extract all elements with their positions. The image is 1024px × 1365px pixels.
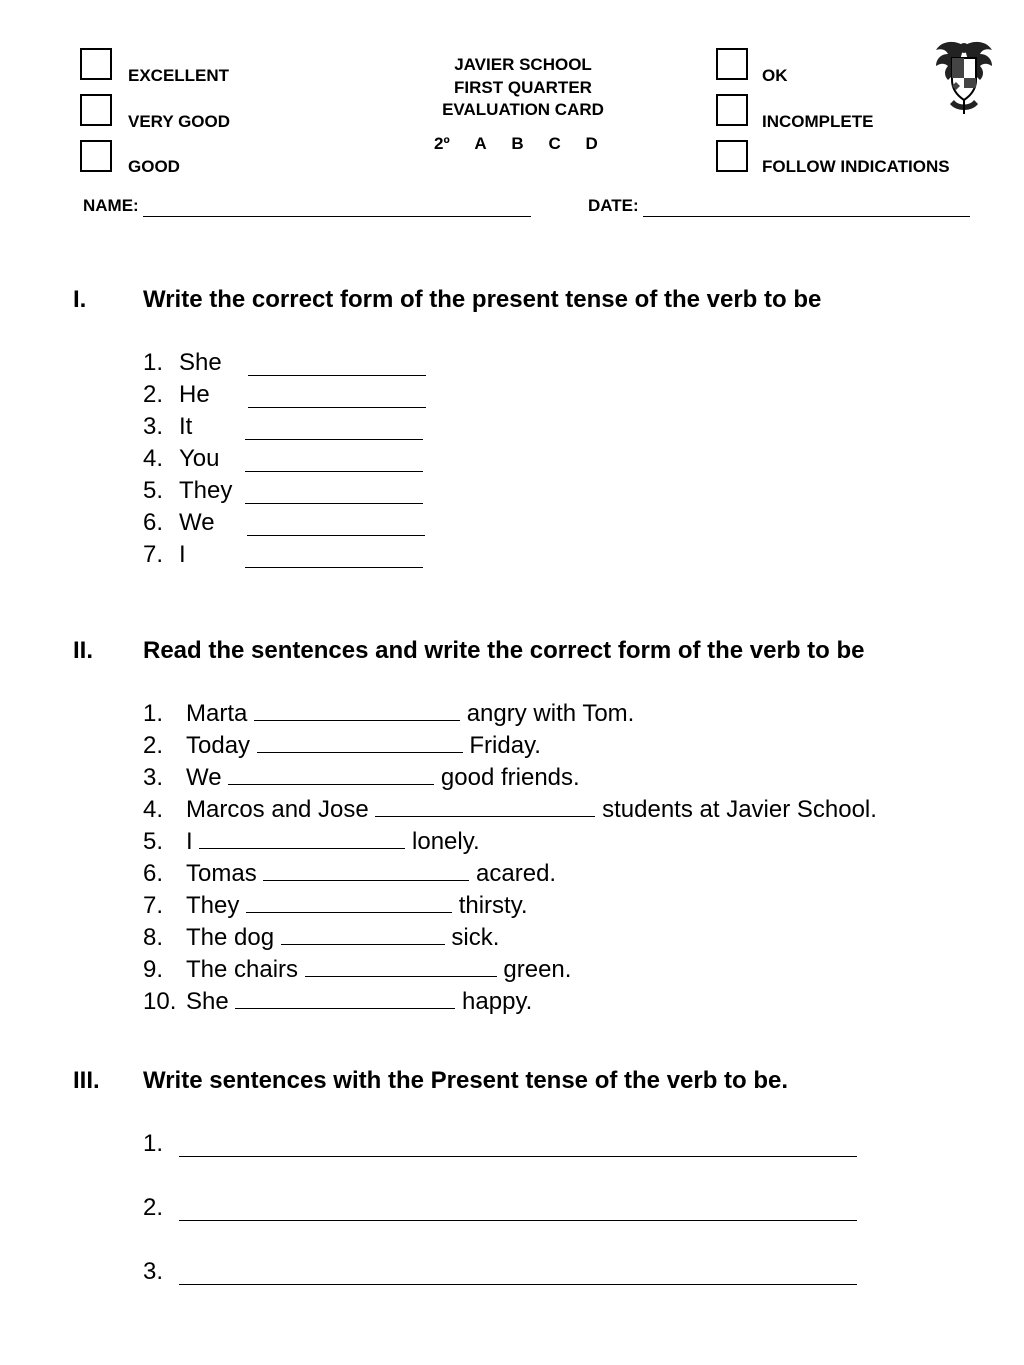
list-item [143, 509, 215, 537]
checkbox-very-good[interactable] [80, 94, 112, 126]
item-number: 1. [143, 1130, 164, 1157]
answer-blank[interactable] [248, 357, 426, 376]
list-item [143, 796, 877, 824]
sentence-start: Today [186, 732, 251, 759]
grade-row [434, 134, 618, 154]
sentence-end: green. [503, 956, 572, 983]
checkbox-incomplete[interactable] [716, 94, 748, 126]
list-item [143, 924, 500, 952]
label-incomplete: INCOMPLETE [762, 112, 874, 131]
sentence-start: The dog [186, 924, 275, 951]
item-subject: You [179, 445, 220, 472]
quarter-title: FIRST QUARTER [454, 78, 592, 97]
label-ok: OK [762, 66, 788, 85]
item-number: 10. [143, 988, 177, 1015]
item-subject: I [179, 541, 186, 568]
item-number: 3. [143, 764, 164, 791]
answer-blank[interactable] [248, 389, 426, 408]
label-follow-indications: FOLLOW INDICATIONS [762, 157, 950, 176]
item-number: 2. [143, 381, 164, 408]
sentence-end: students at Javier School. [602, 796, 877, 823]
date-field[interactable] [643, 216, 970, 217]
list-item [143, 477, 233, 505]
item-number: 1. [143, 700, 164, 727]
answer-blank[interactable] [228, 766, 434, 785]
list-item [143, 700, 635, 728]
school-name: JAVIER SCHOOL [454, 55, 592, 74]
section-2-title: Read the sentences and write the correct form of the verb to be [143, 637, 865, 664]
school-crest-icon [932, 36, 996, 116]
item-number: 8. [143, 924, 164, 951]
list-item [143, 764, 580, 792]
list-item [143, 956, 572, 984]
item-number: 3. [143, 413, 164, 440]
label-good: GOOD [128, 157, 180, 176]
answer-blank[interactable] [245, 453, 423, 472]
answer-blank[interactable] [257, 734, 463, 753]
sentence-end: happy. [462, 988, 533, 1015]
item-number: 9. [143, 956, 164, 983]
sentence-start: The chairs [186, 956, 299, 983]
sentence-start: Marta [186, 700, 248, 727]
answer-blank[interactable] [375, 798, 595, 817]
answer-blank[interactable] [245, 485, 423, 504]
sentence-start: She [186, 988, 229, 1015]
checkbox-follow-indications[interactable] [716, 140, 748, 172]
answer-blank[interactable] [245, 549, 423, 568]
item-number: 6. [143, 860, 164, 887]
date-label: DATE: [588, 196, 639, 215]
sentence-end: sick. [451, 924, 500, 951]
item-subject: They [179, 477, 233, 504]
item-number: 3. [143, 1258, 164, 1285]
sentence-end: thirsty. [458, 892, 528, 919]
answer-blank[interactable] [247, 517, 425, 536]
group-b: B [511, 134, 524, 153]
item-number: 2. [143, 732, 164, 759]
item-number: 5. [143, 828, 164, 855]
list-item [143, 1130, 163, 1158]
sentence-line[interactable] [179, 1266, 857, 1285]
section-2-number: II. [73, 637, 94, 664]
section-1-number: I. [73, 286, 87, 313]
list-item [143, 988, 533, 1016]
sentence-line[interactable] [179, 1138, 857, 1157]
list-item [143, 541, 186, 569]
checkbox-excellent[interactable] [80, 48, 112, 80]
item-number: 4. [143, 445, 164, 472]
checkbox-ok[interactable] [716, 48, 748, 80]
sentence-start: I [186, 828, 193, 855]
answer-blank[interactable] [199, 830, 405, 849]
section-1-title: Write the correct form of the present tense of the verb to be [143, 286, 822, 313]
item-subject: We [179, 509, 215, 536]
item-number: 4. [143, 796, 164, 823]
list-item [143, 1194, 163, 1222]
sentence-start: They [186, 892, 240, 919]
card-title: EVALUATION CARD [442, 100, 604, 119]
answer-blank[interactable] [254, 702, 460, 721]
answer-blank[interactable] [281, 926, 445, 945]
name-field[interactable] [143, 216, 531, 217]
section-3-number: III. [73, 1067, 100, 1094]
item-number: 7. [143, 541, 164, 568]
list-item [143, 892, 528, 920]
sentence-start: Marcos and Jose [186, 796, 369, 823]
sentence-end: angry with Tom. [466, 700, 635, 727]
answer-blank[interactable] [245, 421, 423, 440]
checkbox-good[interactable] [80, 140, 112, 172]
group-c: C [548, 134, 561, 153]
label-excellent: EXCELLENT [128, 66, 230, 85]
grade-level: 2º [434, 134, 450, 153]
sentence-end: good friends. [440, 764, 580, 791]
answer-blank[interactable] [235, 990, 455, 1009]
item-number: 5. [143, 477, 164, 504]
item-number: 6. [143, 509, 164, 536]
group-a: A [474, 134, 487, 153]
answer-blank[interactable] [305, 958, 497, 977]
sentence-start: We [186, 764, 222, 791]
list-item [143, 445, 220, 473]
sentence-end: acared. [476, 860, 557, 887]
item-number: 7. [143, 892, 164, 919]
name-label: NAME: [83, 196, 139, 215]
item-subject: It [179, 413, 193, 440]
list-item [143, 860, 557, 888]
list-item [143, 413, 193, 441]
list-item [143, 1258, 163, 1286]
list-item [143, 381, 210, 409]
label-very-good: VERY GOOD [128, 112, 231, 131]
item-number: 2. [143, 1194, 164, 1221]
sentence-end: lonely. [412, 828, 480, 855]
sentence-start: Tomas [186, 860, 257, 887]
list-item [143, 349, 222, 377]
group-d: D [585, 134, 598, 153]
list-item [143, 732, 541, 760]
answer-blank[interactable] [263, 862, 469, 881]
sentence-end: Friday. [469, 732, 541, 759]
item-subject: She [179, 349, 222, 376]
item-subject: He [179, 381, 210, 408]
item-number: 1. [143, 349, 164, 376]
answer-blank[interactable] [246, 894, 452, 913]
section-3-title: Write sentences with the Present tense of the verb to be. [143, 1067, 789, 1094]
list-item [143, 828, 480, 856]
sentence-line[interactable] [179, 1202, 857, 1221]
